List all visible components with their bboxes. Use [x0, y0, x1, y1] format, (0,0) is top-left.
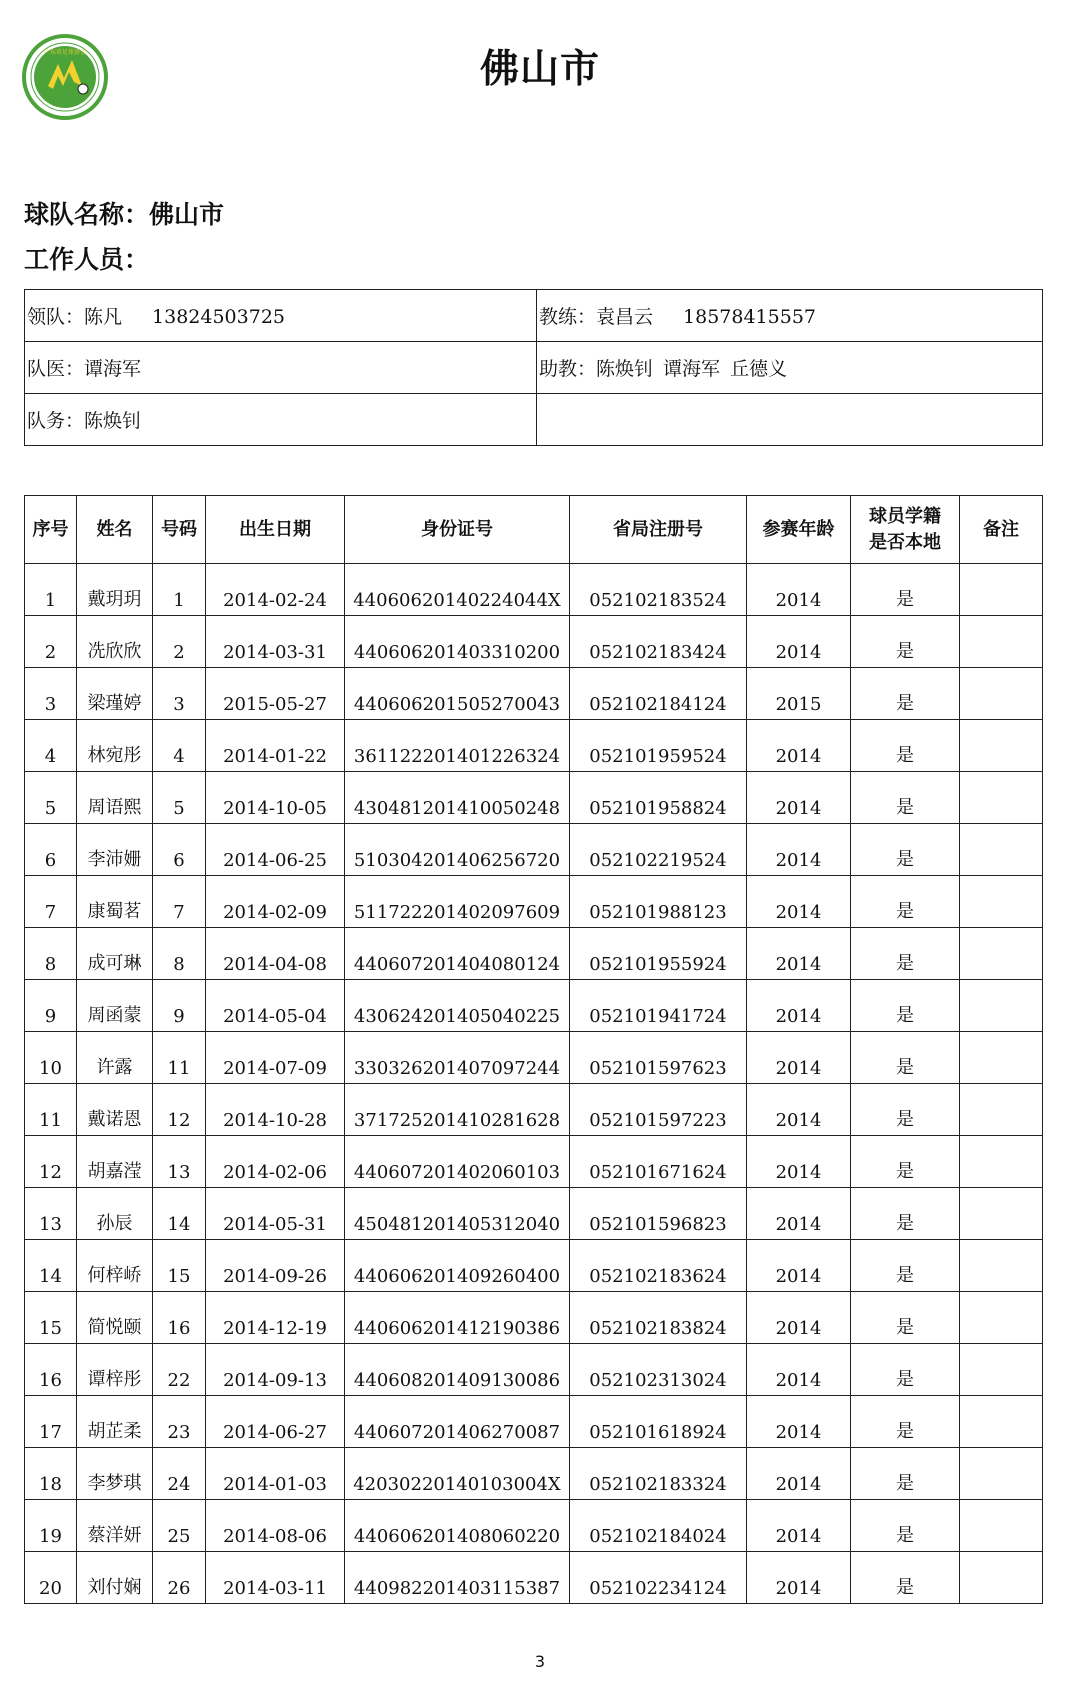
cell-index: 10	[25, 1032, 77, 1084]
cell-number: 25	[153, 1500, 206, 1552]
cell-registration: 052102183524	[570, 564, 747, 616]
cell-remarks	[960, 1240, 1043, 1292]
players-table	[24, 495, 1043, 1604]
cell-name: 冼欣欣	[77, 616, 153, 668]
cell-registration: 052102184124	[570, 668, 747, 720]
cell-registration: 052101958824	[570, 772, 747, 824]
table-row	[25, 1500, 1043, 1552]
cell-birthdate: 2014-09-13	[206, 1344, 345, 1396]
team-name-line	[24, 195, 224, 231]
cell-registration: 052102183424	[570, 616, 747, 668]
affairs-label: 队务：	[27, 410, 85, 432]
doctor-label: 队医：	[27, 358, 85, 380]
cell-local: 是	[851, 876, 960, 928]
cell-name: 许露	[77, 1032, 153, 1084]
cell-age-group: 2014	[747, 1240, 851, 1292]
cell-local: 是	[851, 772, 960, 824]
cell-number: 12	[153, 1084, 206, 1136]
cell-age-group: 2014	[747, 772, 851, 824]
team-name-label: 球队名称：	[24, 200, 150, 229]
cell-id-number: 510304201406256720	[345, 824, 570, 876]
cell-age-group: 2014	[747, 1552, 851, 1604]
table-row	[25, 1292, 1043, 1344]
cell-remarks	[960, 980, 1043, 1032]
cell-id-number: 42030220140103004X	[345, 1448, 570, 1500]
cell-registration: 052101597623	[570, 1032, 747, 1084]
cell-remarks	[960, 1136, 1043, 1188]
cell-name: 梁瑾婷	[77, 668, 153, 720]
cell-remarks	[960, 564, 1043, 616]
cell-local: 是	[851, 616, 960, 668]
cell-birthdate: 2014-06-25	[206, 824, 345, 876]
cell-number: 3	[153, 668, 206, 720]
cell-birthdate: 2014-07-09	[206, 1032, 345, 1084]
cell-age-group: 2014	[747, 720, 851, 772]
table-row	[25, 772, 1043, 824]
cell-local: 是	[851, 564, 960, 616]
cell-remarks	[960, 1344, 1043, 1396]
cell-id-number: 440608201409130086	[345, 1344, 570, 1396]
cell-id-number: 440607201406270087	[345, 1396, 570, 1448]
table-row	[25, 1448, 1043, 1500]
cell-local: 是	[851, 1500, 960, 1552]
cell-age-group: 2014	[747, 1396, 851, 1448]
cell-number: 1	[153, 564, 206, 616]
header-name: 姓名	[77, 496, 153, 564]
cell-remarks	[960, 1084, 1043, 1136]
cell-age-group: 2015	[747, 668, 851, 720]
cell-name: 胡嘉滢	[77, 1136, 153, 1188]
cell-local: 是	[851, 668, 960, 720]
table-row	[25, 1344, 1043, 1396]
header-age-group: 参赛年龄	[747, 496, 851, 564]
table-row	[25, 1188, 1043, 1240]
table-row	[25, 980, 1043, 1032]
cell-local: 是	[851, 1084, 960, 1136]
cell-id-number: 430624201405040225	[345, 980, 570, 1032]
assistant-cell	[537, 342, 1043, 394]
cell-id-number: 330326201407097244	[345, 1032, 570, 1084]
coach-cell	[537, 290, 1043, 342]
table-row	[25, 564, 1043, 616]
assistant-label: 助教：	[539, 358, 597, 380]
cell-number: 26	[153, 1552, 206, 1604]
cell-number: 2	[153, 616, 206, 668]
cell-remarks	[960, 772, 1043, 824]
cell-number: 16	[153, 1292, 206, 1344]
leader-phone: 13824503725	[152, 306, 286, 328]
cell-age-group: 2014	[747, 616, 851, 668]
table-row	[25, 720, 1043, 772]
cell-registration: 052101959524	[570, 720, 747, 772]
staff-row	[25, 342, 1043, 394]
staff-row	[25, 394, 1043, 446]
cell-index: 2	[25, 616, 77, 668]
cell-birthdate: 2014-05-31	[206, 1188, 345, 1240]
assistant-name: 陈焕钊	[596, 358, 654, 380]
staff-heading: 工作人员：	[24, 245, 150, 274]
cell-id-number: 371725201410281628	[345, 1084, 570, 1136]
cell-remarks	[960, 876, 1043, 928]
cell-birthdate: 2014-12-19	[206, 1292, 345, 1344]
cell-remarks	[960, 1500, 1043, 1552]
cell-name: 李沛姗	[77, 824, 153, 876]
cell-id-number: 440606201412190386	[345, 1292, 570, 1344]
cell-remarks	[960, 1396, 1043, 1448]
cell-registration: 052101955924	[570, 928, 747, 980]
cell-birthdate: 2014-03-11	[206, 1552, 345, 1604]
cell-index: 1	[25, 564, 77, 616]
cell-age-group: 2014	[747, 564, 851, 616]
empty-cell	[537, 394, 1043, 446]
cell-birthdate: 2014-02-09	[206, 876, 345, 928]
cell-number: 5	[153, 772, 206, 824]
cell-index: 15	[25, 1292, 77, 1344]
cell-index: 20	[25, 1552, 77, 1604]
cell-registration: 052102183624	[570, 1240, 747, 1292]
table-row	[25, 616, 1043, 668]
cell-registration: 052102184024	[570, 1500, 747, 1552]
cell-name: 孙辰	[77, 1188, 153, 1240]
cell-local: 是	[851, 824, 960, 876]
coach-name: 袁昌云	[596, 306, 654, 328]
cell-name: 李梦琪	[77, 1448, 153, 1500]
cell-id-number: 440607201404080124	[345, 928, 570, 980]
cell-birthdate: 2014-06-27	[206, 1396, 345, 1448]
header-birthdate: 出生日期	[206, 496, 345, 564]
cell-id-number: 440606201403310200	[345, 616, 570, 668]
cell-birthdate: 2015-05-27	[206, 668, 345, 720]
cell-birthdate: 2014-02-06	[206, 1136, 345, 1188]
cell-local: 是	[851, 1188, 960, 1240]
assistant-name: 谭海军	[663, 358, 721, 380]
cell-id-number: 44060620140224044X	[345, 564, 570, 616]
cell-birthdate: 2014-05-04	[206, 980, 345, 1032]
cell-index: 18	[25, 1448, 77, 1500]
cell-index: 6	[25, 824, 77, 876]
cell-name: 蔡洋妍	[77, 1500, 153, 1552]
cell-index: 12	[25, 1136, 77, 1188]
cell-registration: 052101988123	[570, 876, 747, 928]
header-index: 序号	[25, 496, 77, 564]
cell-index: 9	[25, 980, 77, 1032]
cell-number: 11	[153, 1032, 206, 1084]
cell-registration: 052102313024	[570, 1344, 747, 1396]
cell-id-number: 440982201403115387	[345, 1552, 570, 1604]
cell-birthdate: 2014-04-08	[206, 928, 345, 980]
cell-name: 简悦颐	[77, 1292, 153, 1344]
assistant-name: 丘德义	[730, 358, 788, 380]
cell-remarks	[960, 720, 1043, 772]
affairs-name: 陈焕钊	[84, 410, 142, 432]
cell-remarks	[960, 668, 1043, 720]
table-row	[25, 928, 1043, 980]
cell-number: 14	[153, 1188, 206, 1240]
cell-number: 15	[153, 1240, 206, 1292]
cell-local: 是	[851, 980, 960, 1032]
table-row	[25, 824, 1043, 876]
cell-index: 7	[25, 876, 77, 928]
header-local-status	[851, 496, 960, 564]
cell-remarks	[960, 1552, 1043, 1604]
header-registration: 省局注册号	[570, 496, 747, 564]
cell-local: 是	[851, 1032, 960, 1084]
cell-local: 是	[851, 1396, 960, 1448]
cell-birthdate: 2014-10-05	[206, 772, 345, 824]
cell-name: 康蜀茗	[77, 876, 153, 928]
header-id-number: 身份证号	[345, 496, 570, 564]
cell-birthdate: 2014-01-22	[206, 720, 345, 772]
logo-text: 广东省足球协会	[43, 49, 87, 56]
cell-age-group: 2014	[747, 824, 851, 876]
cell-id-number: 450481201405312040	[345, 1188, 570, 1240]
cell-remarks	[960, 616, 1043, 668]
staff-row	[25, 290, 1043, 342]
cell-birthdate: 2014-08-06	[206, 1500, 345, 1552]
cell-registration: 052102234124	[570, 1552, 747, 1604]
team-name: 佛山市	[149, 200, 225, 229]
table-row	[25, 668, 1043, 720]
cell-birthdate: 2014-09-26	[206, 1240, 345, 1292]
cell-id-number: 440606201505270043	[345, 668, 570, 720]
cell-registration: 052102183824	[570, 1292, 747, 1344]
cell-remarks	[960, 928, 1043, 980]
leader-label: 领队：	[27, 306, 85, 328]
cell-remarks	[960, 1032, 1043, 1084]
table-row	[25, 876, 1043, 928]
cell-name: 谭梓彤	[77, 1344, 153, 1396]
cell-id-number: 430481201410050248	[345, 772, 570, 824]
cell-age-group: 2014	[747, 1292, 851, 1344]
cell-index: 8	[25, 928, 77, 980]
cell-id-number: 361122201401226324	[345, 720, 570, 772]
header-remarks: 备注	[960, 496, 1043, 564]
cell-id-number: 440607201402060103	[345, 1136, 570, 1188]
cell-name: 成可琳	[77, 928, 153, 980]
cell-name: 刘付娴	[77, 1552, 153, 1604]
cell-name: 周语熙	[77, 772, 153, 824]
coach-phone: 18578415557	[683, 306, 817, 328]
cell-birthdate: 2014-01-03	[206, 1448, 345, 1500]
doctor-name: 谭海军	[84, 358, 142, 380]
cell-local: 是	[851, 720, 960, 772]
cell-number: 13	[153, 1136, 206, 1188]
table-row	[25, 1084, 1043, 1136]
table-row	[25, 1136, 1043, 1188]
cell-age-group: 2014	[747, 1136, 851, 1188]
cell-index: 11	[25, 1084, 77, 1136]
affairs-cell	[25, 394, 537, 446]
cell-id-number: 440606201408060220	[345, 1500, 570, 1552]
cell-index: 16	[25, 1344, 77, 1396]
cell-index: 5	[25, 772, 77, 824]
cell-local: 是	[851, 1136, 960, 1188]
cell-index: 19	[25, 1500, 77, 1552]
cell-remarks	[960, 1292, 1043, 1344]
cell-age-group: 2014	[747, 980, 851, 1032]
cell-number: 7	[153, 876, 206, 928]
leader-cell	[25, 290, 537, 342]
cell-id-number: 511722201402097609	[345, 876, 570, 928]
staff-table	[24, 289, 1043, 446]
cell-name: 胡芷柔	[77, 1396, 153, 1448]
cell-number: 9	[153, 980, 206, 1032]
page-title: 佛山市	[479, 47, 600, 92]
table-header-row	[25, 496, 1043, 564]
header-local-line1: 球员学籍	[869, 505, 941, 527]
cell-index: 14	[25, 1240, 77, 1292]
table-row	[25, 1552, 1043, 1604]
cell-name: 戴诺恩	[77, 1084, 153, 1136]
cell-local: 是	[851, 1292, 960, 1344]
cell-age-group: 2014	[747, 1084, 851, 1136]
cell-number: 22	[153, 1344, 206, 1396]
cell-registration: 052101597223	[570, 1084, 747, 1136]
cell-age-group: 2014	[747, 1500, 851, 1552]
cell-remarks	[960, 1188, 1043, 1240]
table-row	[25, 1032, 1043, 1084]
cell-number: 8	[153, 928, 206, 980]
table-row	[25, 1396, 1043, 1448]
cell-number: 6	[153, 824, 206, 876]
cell-age-group: 2014	[747, 928, 851, 980]
cell-remarks	[960, 824, 1043, 876]
cell-name: 戴玥玥	[77, 564, 153, 616]
cell-name: 周函蒙	[77, 980, 153, 1032]
cell-registration: 052102219524	[570, 824, 747, 876]
cell-registration: 052102183324	[570, 1448, 747, 1500]
cell-name: 何梓峤	[77, 1240, 153, 1292]
cell-name: 林宛彤	[77, 720, 153, 772]
cell-id-number: 440606201409260400	[345, 1240, 570, 1292]
cell-local: 是	[851, 928, 960, 980]
cell-index: 13	[25, 1188, 77, 1240]
coach-label: 教练：	[539, 306, 597, 328]
cell-index: 4	[25, 720, 77, 772]
page-number: 3	[534, 1652, 546, 1671]
cell-birthdate: 2014-10-28	[206, 1084, 345, 1136]
cell-number: 24	[153, 1448, 206, 1500]
cell-age-group: 2014	[747, 1188, 851, 1240]
cell-age-group: 2014	[747, 1448, 851, 1500]
cell-registration: 052101671624	[570, 1136, 747, 1188]
cell-index: 17	[25, 1396, 77, 1448]
cell-index: 3	[25, 668, 77, 720]
cell-age-group: 2014	[747, 1344, 851, 1396]
cell-registration: 052101941724	[570, 980, 747, 1032]
cell-local: 是	[851, 1240, 960, 1292]
leader-name: 陈凡	[84, 306, 123, 328]
cell-registration: 052101596823	[570, 1188, 747, 1240]
cell-registration: 052101618924	[570, 1396, 747, 1448]
cell-number: 23	[153, 1396, 206, 1448]
cell-local: 是	[851, 1448, 960, 1500]
cell-local: 是	[851, 1344, 960, 1396]
cell-birthdate: 2014-02-24	[206, 564, 345, 616]
cell-age-group: 2014	[747, 1032, 851, 1084]
cell-age-group: 2014	[747, 876, 851, 928]
doctor-cell	[25, 342, 537, 394]
header-local-line2: 是否本地	[869, 531, 941, 553]
cell-birthdate: 2014-03-31	[206, 616, 345, 668]
header-number: 号码	[153, 496, 206, 564]
cell-number: 4	[153, 720, 206, 772]
table-row	[25, 1240, 1043, 1292]
cell-remarks	[960, 1448, 1043, 1500]
cell-local: 是	[851, 1552, 960, 1604]
